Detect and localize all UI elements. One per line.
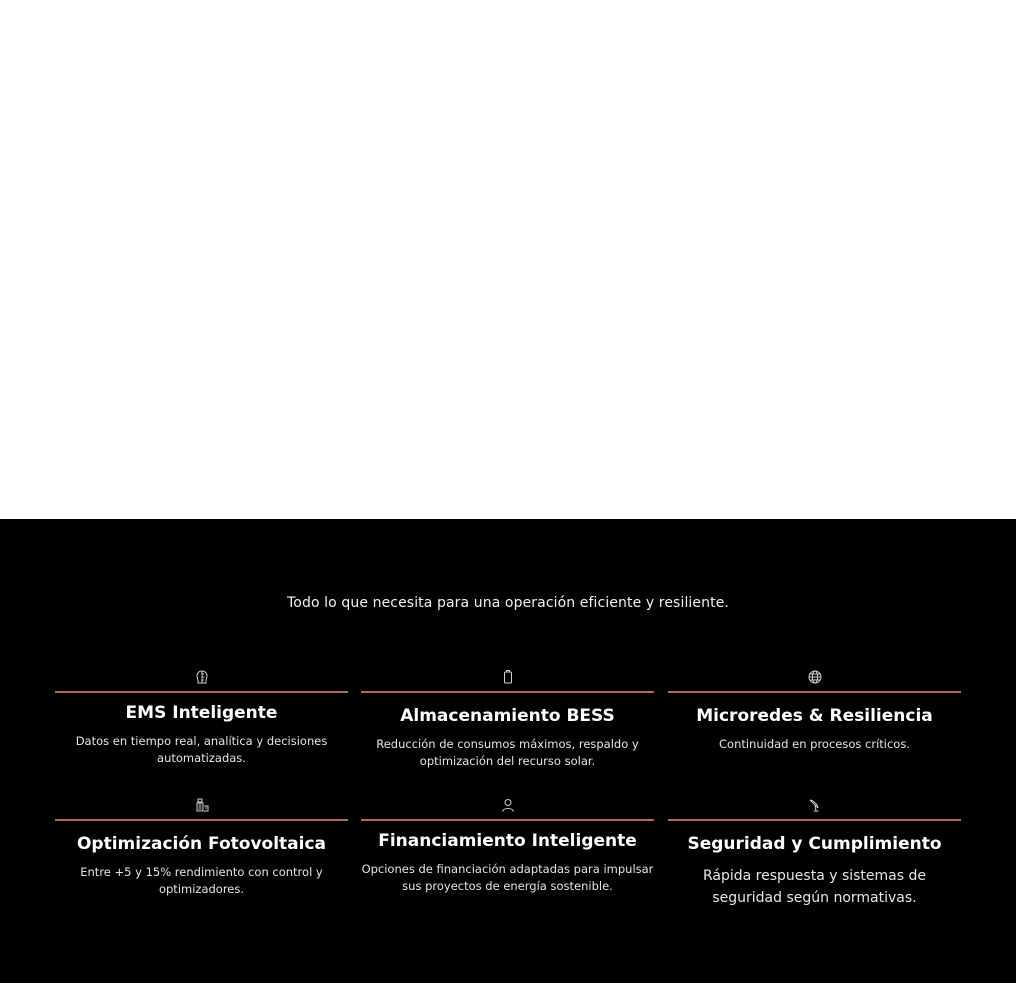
satellite-dish-icon [807, 797, 823, 813]
accent-divider [668, 691, 961, 693]
accent-divider [668, 819, 961, 821]
section-tagline: Todo lo que necesita para una operación eficiente y resiliente. [287, 595, 729, 611]
features-section [0, 519, 1016, 983]
feature-description: Continuidad en procesos críticos. [719, 737, 910, 751]
feature-card-security [668, 797, 961, 909]
accent-divider [361, 819, 654, 821]
feature-card-financing [361, 797, 654, 896]
accent-divider [55, 691, 348, 693]
feature-title: EMS Inteligente [125, 703, 278, 723]
feature-card-microgrids [668, 669, 961, 753]
feature-description: Opciones de financiación adaptadas para impulsar sus proyectos de energía sostenible. [361, 862, 654, 894]
user-icon [500, 797, 516, 813]
feature-title: Financiamiento Inteligente [378, 831, 637, 851]
brain-icon [194, 669, 210, 685]
feature-title: Seguridad y Cumplimiento [687, 834, 942, 854]
feature-description: Rápida respuesta y sistemas de seguridad según normativas. [702, 868, 926, 906]
feature-description: Reducción de consumos máximos, respaldo y optimización del recurso solar. [376, 737, 639, 769]
feature-title: Optimización Fotovoltaica [76, 834, 327, 854]
feature-title: Almacenamiento BESS [400, 706, 615, 726]
feature-card-ems [55, 669, 348, 768]
feature-card-bess [361, 669, 654, 771]
feature-card-photovoltaic [55, 797, 348, 899]
accent-divider [361, 691, 654, 693]
feature-description: Datos en tiempo real, analítica y decisiones automatizadas. [75, 734, 328, 766]
battery-icon [500, 669, 516, 685]
feature-title: Microredes & Resiliencia [696, 706, 933, 726]
solar-building-icon [194, 797, 210, 813]
feature-description: Entre +5 y 15% rendimiento con control y optimizadores. [80, 865, 323, 897]
accent-divider [55, 819, 348, 821]
globe-icon [807, 669, 823, 685]
